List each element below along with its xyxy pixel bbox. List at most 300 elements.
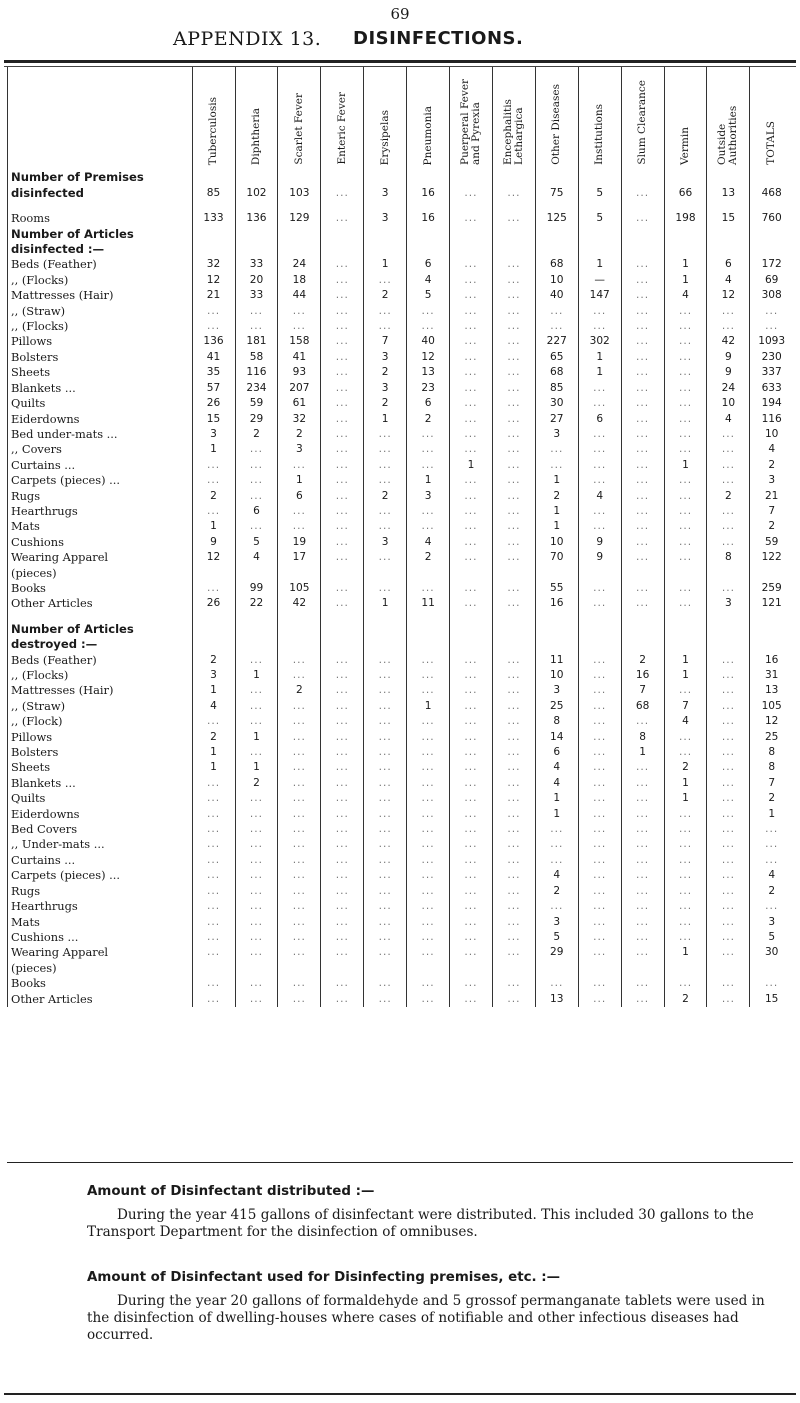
table-cell: ...: [450, 365, 493, 380]
table-cell: ...: [407, 730, 450, 745]
spacer-row: [8, 201, 794, 211]
table-cell: [492, 637, 535, 652]
table-cell: 6: [407, 257, 450, 272]
column-header: [750, 67, 793, 170]
row-label: ,, (Flock): [8, 714, 193, 729]
table-cell: ...: [707, 760, 750, 775]
table-cell: 12: [750, 714, 793, 729]
column-header: [235, 67, 278, 170]
table-cell: ...: [450, 976, 493, 991]
table-cell: ...: [664, 745, 707, 760]
table-cell: 1: [664, 653, 707, 668]
table-cell: 58: [235, 350, 278, 365]
column-header: [664, 67, 707, 170]
table-cell: 18: [278, 273, 321, 288]
table-cell: 26: [192, 596, 235, 611]
table-cell: ...: [450, 776, 493, 791]
table-cell: [707, 612, 750, 622]
table-cell: ...: [492, 535, 535, 550]
table-cell: ...: [578, 930, 621, 945]
table-cell: ...: [707, 930, 750, 945]
table-cell: ...: [192, 581, 235, 596]
table-cell: 1: [664, 257, 707, 272]
table-cell: ...: [321, 868, 364, 883]
table-cell: 4: [192, 699, 235, 714]
table-cell: ...: [664, 884, 707, 899]
table-cell: ...: [364, 992, 407, 1007]
table-cell: ...: [321, 319, 364, 334]
table-cell: 1: [192, 442, 235, 457]
table-cell: 1: [535, 791, 578, 806]
table-row: [8, 760, 794, 775]
table-cell: [321, 242, 364, 257]
row-label: disinfected :—: [8, 242, 193, 257]
table-cell: ...: [621, 365, 664, 380]
table-cell: ...: [278, 899, 321, 914]
table-cell: [664, 637, 707, 652]
table-cell: 5: [535, 930, 578, 945]
table-cell: ...: [278, 807, 321, 822]
table-cell: ...: [492, 822, 535, 837]
table-cell: ...: [192, 976, 235, 991]
table-cell: [364, 201, 407, 211]
table-cell: 13: [535, 992, 578, 1007]
table-cell: ...: [450, 992, 493, 1007]
table-cell: ...: [492, 473, 535, 488]
table-cell: [750, 566, 793, 581]
table-cell: ...: [321, 915, 364, 930]
table-cell: ...: [707, 745, 750, 760]
table-cell: 1: [192, 519, 235, 534]
table-cell: ...: [192, 304, 235, 319]
table-cell: ...: [492, 381, 535, 396]
table-cell: 8: [750, 760, 793, 775]
table-cell: [750, 612, 793, 622]
table-cell: 4: [750, 868, 793, 883]
table-cell: ...: [707, 442, 750, 457]
table-cell: ...: [578, 427, 621, 442]
table-cell: ...: [364, 853, 407, 868]
table-cell: [278, 242, 321, 257]
table-cell: ...: [278, 699, 321, 714]
table-cell: ...: [492, 288, 535, 303]
table-cell: ...: [364, 653, 407, 668]
table-cell: [664, 170, 707, 185]
table-cell: 4: [235, 550, 278, 565]
table-cell: 259: [750, 581, 793, 596]
table-cell: 1: [664, 273, 707, 288]
table-cell: ...: [364, 442, 407, 457]
table-cell: ...: [621, 319, 664, 334]
table-row: [8, 837, 794, 852]
table-cell: ...: [664, 730, 707, 745]
table-cell: ...: [578, 807, 621, 822]
table-cell: 10: [535, 668, 578, 683]
table-cell: ...: [321, 334, 364, 349]
table-cell: [321, 566, 364, 581]
table-cell: 4: [578, 489, 621, 504]
table-cell: [278, 566, 321, 581]
table-row: [8, 412, 794, 427]
table-cell: [621, 622, 664, 637]
table-cell: ...: [278, 730, 321, 745]
table-cell: ...: [450, 381, 493, 396]
table-row: [8, 791, 794, 806]
table-cell: 26: [192, 396, 235, 411]
table-cell: ...: [364, 791, 407, 806]
table-cell: ...: [407, 519, 450, 534]
table-cell: ...: [235, 442, 278, 457]
table-cell: ...: [621, 807, 664, 822]
table-cell: ...: [578, 319, 621, 334]
table-cell: 4: [664, 714, 707, 729]
table-cell: ...: [578, 596, 621, 611]
table-cell: ...: [621, 714, 664, 729]
column-header: [278, 67, 321, 170]
table-cell: ...: [321, 365, 364, 380]
table-cell: ...: [492, 412, 535, 427]
table-cell: ...: [192, 992, 235, 1007]
table-cell: [192, 637, 235, 652]
table-cell: ...: [321, 504, 364, 519]
table-cell: ...: [492, 714, 535, 729]
table-cell: 2: [621, 653, 664, 668]
table-cell: ...: [492, 211, 535, 226]
table-cell: 13: [407, 365, 450, 380]
table-cell: 61: [278, 396, 321, 411]
table-cell: 1: [664, 791, 707, 806]
table-cell: ...: [407, 853, 450, 868]
table-cell: 3: [750, 473, 793, 488]
table-cell: [664, 242, 707, 257]
table-cell: ...: [578, 837, 621, 852]
row-label: ,, (Straw): [8, 304, 193, 319]
table-cell: ...: [707, 473, 750, 488]
table-cell: ...: [621, 412, 664, 427]
table-cell: 15: [192, 412, 235, 427]
table-cell: ...: [235, 699, 278, 714]
table-cell: ...: [321, 992, 364, 1007]
table-row: [8, 304, 794, 319]
table-cell: ...: [621, 884, 664, 899]
table-cell: ...: [235, 884, 278, 899]
table-cell: ...: [450, 745, 493, 760]
section-heading-row: [8, 637, 794, 652]
table-row: [8, 365, 794, 380]
table-cell: ...: [492, 807, 535, 822]
row-label: Other Articles: [8, 596, 193, 611]
table-cell: [450, 170, 493, 185]
table-cell: 57: [192, 381, 235, 396]
row-label: ,, (Straw): [8, 699, 193, 714]
table-cell: [235, 242, 278, 257]
table-cell: ...: [364, 427, 407, 442]
table-cell: ...: [707, 884, 750, 899]
table-cell: [621, 566, 664, 581]
table-cell: ...: [621, 822, 664, 837]
table-cell: ...: [621, 273, 664, 288]
table-cell: ...: [492, 884, 535, 899]
table-cell: [278, 961, 321, 976]
table-cell: [278, 637, 321, 652]
table-cell: ...: [192, 899, 235, 914]
table-cell: ...: [621, 257, 664, 272]
table-cell: ...: [407, 319, 450, 334]
table-cell: ...: [321, 976, 364, 991]
table-cell: ...: [578, 581, 621, 596]
column-header-label: Scarlet Fever: [292, 93, 305, 165]
row-label: Books: [8, 976, 193, 991]
table-cell: [621, 201, 664, 211]
table-cell: [450, 637, 493, 652]
table-cell: 9: [707, 365, 750, 380]
table-cell: ...: [750, 822, 793, 837]
table-cell: ...: [321, 519, 364, 534]
table-cell: 1093: [750, 334, 793, 349]
table-cell: 9: [707, 350, 750, 365]
table-cell: 66: [664, 186, 707, 201]
table-cell: ...: [235, 822, 278, 837]
table-cell: ...: [664, 519, 707, 534]
table-cell: ...: [407, 884, 450, 899]
table-cell: ...: [707, 504, 750, 519]
table-cell: ...: [450, 581, 493, 596]
table-cell: ...: [321, 853, 364, 868]
table-cell: ...: [664, 427, 707, 442]
table-cell: [192, 622, 235, 637]
table-cell: 2: [750, 791, 793, 806]
table-cell: 1: [621, 745, 664, 760]
table-cell: 1: [450, 458, 493, 473]
table-cell: ...: [450, 304, 493, 319]
table-cell: 1: [664, 776, 707, 791]
table-cell: 102: [235, 186, 278, 201]
table-cell: [321, 637, 364, 652]
table-cell: ...: [492, 519, 535, 534]
table-cell: 4: [707, 273, 750, 288]
table-row: [8, 288, 794, 303]
table-cell: [192, 961, 235, 976]
table-cell: ...: [707, 853, 750, 868]
table-cell: [578, 227, 621, 242]
spacer-row: [8, 612, 794, 622]
table-cell: ...: [664, 550, 707, 565]
table-cell: ...: [535, 458, 578, 473]
table-cell: ...: [450, 930, 493, 945]
table-cell: ...: [364, 458, 407, 473]
table-cell: 93: [278, 365, 321, 380]
table-cell: ...: [235, 653, 278, 668]
section-heading-row: [8, 242, 794, 257]
table-row: [8, 853, 794, 868]
table-cell: [364, 612, 407, 622]
table-cell: ...: [664, 412, 707, 427]
table-cell: ...: [278, 930, 321, 945]
table-cell: 5: [578, 211, 621, 226]
row-label: [8, 201, 193, 211]
table-cell: 105: [750, 699, 793, 714]
table-cell: [192, 566, 235, 581]
table-cell: ...: [664, 581, 707, 596]
section-heading-row: [8, 170, 794, 185]
table-cell: 4: [535, 868, 578, 883]
table-cell: [707, 566, 750, 581]
table-cell: 3: [364, 350, 407, 365]
table-cell: [578, 242, 621, 257]
table-cell: 22: [235, 596, 278, 611]
row-label: Quilts: [8, 396, 193, 411]
table-cell: ...: [664, 334, 707, 349]
table-cell: ...: [321, 776, 364, 791]
page-heading: [0, 28, 800, 56]
table-cell: ...: [707, 915, 750, 930]
table-cell: [535, 201, 578, 211]
table-cell: 1: [578, 257, 621, 272]
table-cell: 42: [707, 334, 750, 349]
table-cell: 16: [621, 668, 664, 683]
table-cell: [321, 170, 364, 185]
table-cell: ...: [578, 458, 621, 473]
section-heading-row: [8, 227, 794, 242]
table-cell: ...: [707, 519, 750, 534]
table-cell: 1: [235, 668, 278, 683]
row-label: Sheets: [8, 760, 193, 775]
table-cell: [235, 201, 278, 211]
table-cell: 4: [535, 760, 578, 775]
disinfections-table: [7, 67, 793, 1007]
table-cell: [450, 227, 493, 242]
table-cell: ...: [321, 273, 364, 288]
table-cell: 1: [578, 365, 621, 380]
table-cell: 12: [707, 288, 750, 303]
table-cell: [535, 961, 578, 976]
table-cell: ...: [407, 915, 450, 930]
table-cell: 3: [535, 915, 578, 930]
table-cell: ...: [407, 992, 450, 1007]
table-cell: ...: [407, 868, 450, 883]
table-cell: ...: [321, 822, 364, 837]
row-label-header: [8, 67, 193, 170]
table-cell: ...: [492, 653, 535, 668]
table-cell: [235, 637, 278, 652]
table-cell: ...: [278, 853, 321, 868]
table-cell: ...: [578, 945, 621, 960]
table-cell: —: [578, 273, 621, 288]
table-cell: 13: [707, 186, 750, 201]
table-cell: [364, 961, 407, 976]
table-cell: 1: [192, 760, 235, 775]
table-cell: ...: [450, 412, 493, 427]
table-cell: 116: [750, 412, 793, 427]
table-cell: 125: [535, 211, 578, 226]
table-cell: [707, 622, 750, 637]
table-cell: ...: [321, 550, 364, 565]
table-row: [8, 257, 794, 272]
row-label: Carpets (pieces) ...: [8, 473, 193, 488]
table-cell: 1: [535, 519, 578, 534]
table-cell: [450, 566, 493, 581]
table-cell: ...: [192, 807, 235, 822]
table-cell: ...: [450, 257, 493, 272]
table-row: [8, 714, 794, 729]
table-cell: 21: [750, 489, 793, 504]
table-cell: 7: [664, 699, 707, 714]
table-cell: ...: [407, 653, 450, 668]
table-cell: 2: [364, 489, 407, 504]
table-cell: ...: [750, 319, 793, 334]
table-cell: ...: [578, 853, 621, 868]
row-label: Blankets ...: [8, 381, 193, 396]
table-cell: ...: [450, 489, 493, 504]
table-cell: ...: [664, 365, 707, 380]
table-row: [8, 319, 794, 334]
table-cell: [664, 201, 707, 211]
table-cell: 9: [578, 535, 621, 550]
table-cell: 105: [278, 581, 321, 596]
table-cell: ...: [192, 915, 235, 930]
table-cell: ...: [450, 822, 493, 837]
table-cell: 1: [192, 683, 235, 698]
table-cell: ...: [621, 334, 664, 349]
table-cell: ...: [492, 489, 535, 504]
table-cell: ...: [707, 304, 750, 319]
table-cell: [492, 566, 535, 581]
table-cell: ...: [578, 899, 621, 914]
table-cell: ...: [364, 473, 407, 488]
table-cell: ...: [492, 853, 535, 868]
table-cell: ...: [492, 868, 535, 883]
table-cell: ...: [450, 791, 493, 806]
table-cell: ...: [492, 745, 535, 760]
table-cell: ...: [621, 288, 664, 303]
table-cell: ...: [321, 837, 364, 852]
table-cell: ...: [450, 837, 493, 852]
table-cell: ...: [235, 853, 278, 868]
table-cell: ...: [621, 186, 664, 201]
table-cell: 15: [707, 211, 750, 226]
table-cell: ...: [321, 760, 364, 775]
table-cell: [492, 961, 535, 976]
table-cell: 14: [535, 730, 578, 745]
table-cell: ...: [364, 730, 407, 745]
table-row: [8, 961, 794, 976]
table-cell: 8: [535, 714, 578, 729]
table-cell: 16: [535, 596, 578, 611]
table-cell: [492, 227, 535, 242]
table-row: [8, 381, 794, 396]
table-cell: ...: [278, 745, 321, 760]
row-label: Carpets (pieces) ...: [8, 868, 193, 883]
table-cell: 7: [750, 776, 793, 791]
row-label: Eiderdowns: [8, 412, 193, 427]
table-cell: ...: [450, 683, 493, 698]
table-cell: ...: [278, 791, 321, 806]
table-cell: ...: [450, 288, 493, 303]
note-text: During the year 415 gallons of disinfectant were distributed. This included 30 gallons to the Transport Department for the disinfection of omnibuses.: [87, 1207, 754, 1240]
table-cell: ...: [235, 458, 278, 473]
table-cell: [278, 170, 321, 185]
table-cell: 32: [192, 257, 235, 272]
table-cell: 12: [407, 350, 450, 365]
table-cell: 3: [750, 915, 793, 930]
table-cell: ...: [621, 427, 664, 442]
column-header: [621, 67, 664, 170]
table-cell: ...: [407, 837, 450, 852]
column-header: [707, 67, 750, 170]
table-cell: 1: [235, 730, 278, 745]
column-header: [450, 67, 493, 170]
table-cell: [664, 622, 707, 637]
